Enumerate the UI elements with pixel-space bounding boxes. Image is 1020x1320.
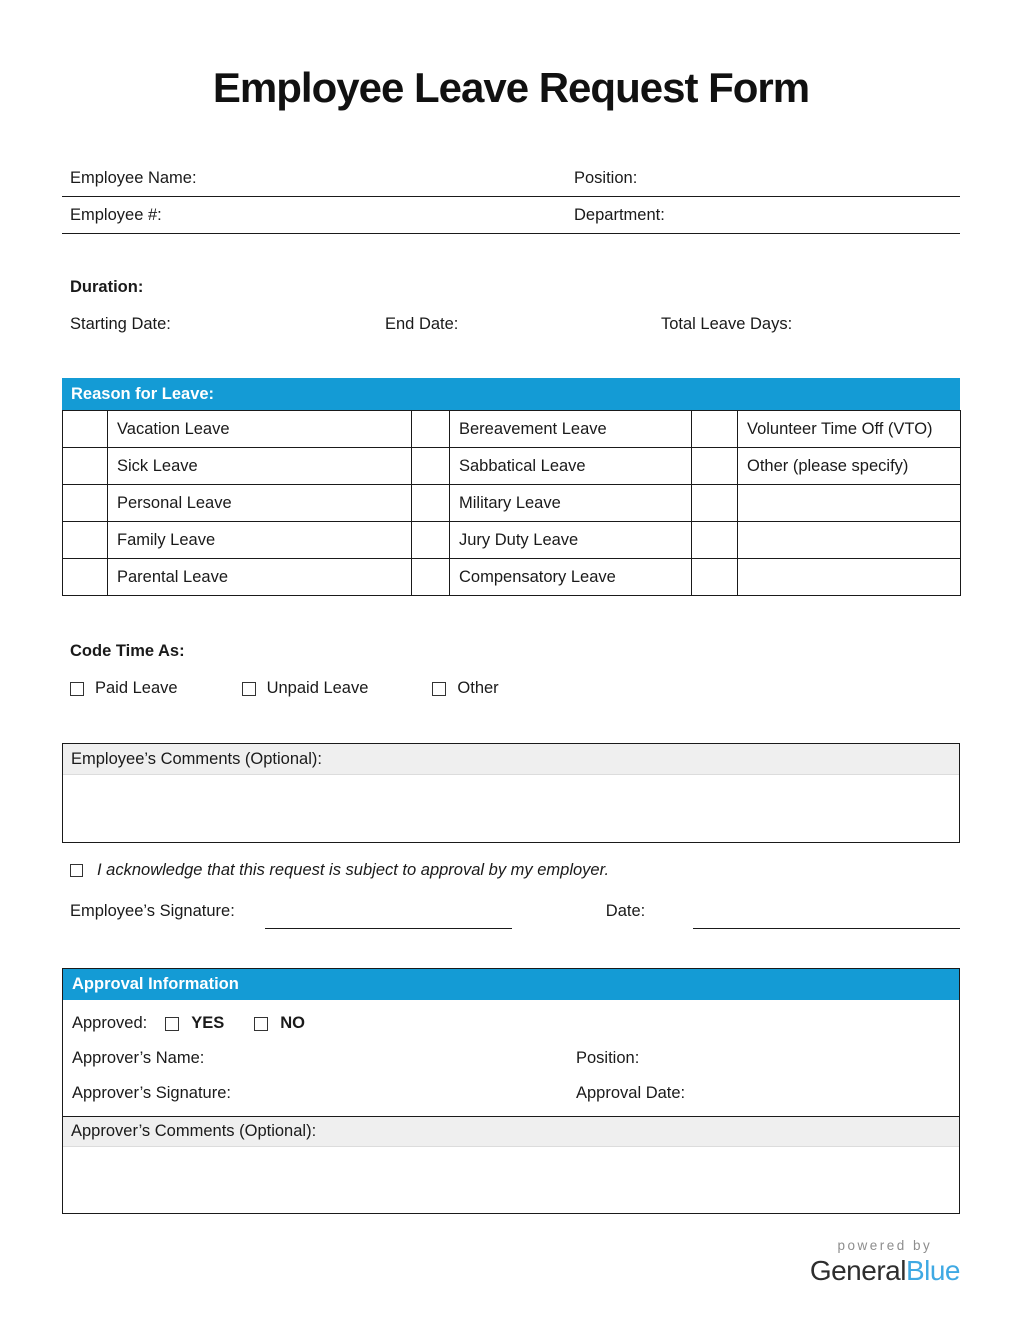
employee-number-department-row[interactable] [62,197,960,234]
checkbox-volunteer-time-off[interactable] [692,411,738,448]
reason-option-label: Other (please specify) [738,448,961,485]
position-label: Position: [574,168,638,187]
checkbox-sabbatical-leave[interactable] [412,448,450,485]
powered-by-text: powered by [837,1238,933,1253]
approver-comments-input-area[interactable] [63,1147,959,1213]
reason-option-label [738,522,961,559]
approver-name-position-row[interactable] [63,1041,959,1076]
no-label: NO [280,1014,305,1032]
reason-option-label: Sabbatical Leave [450,448,692,485]
approval-information-header: Approval Information [63,969,959,1000]
paid-leave-label: Paid Leave [95,679,178,697]
paid-leave-option [70,679,178,698]
employee-name-label: Employee Name: [70,168,197,187]
reason-row [63,559,961,596]
acknowledgement-row [62,861,960,880]
checkbox-bereavement-leave[interactable] [412,411,450,448]
checkbox-empty [692,485,738,522]
department-label: Department: [574,205,665,224]
reason-option-label: Volunteer Time Off (VTO) [738,411,961,448]
brand-block [810,1238,960,1287]
reason-for-leave-table [62,410,961,596]
checkbox-unpaid-leave[interactable] [242,682,256,696]
reason-option-label: Family Leave [108,522,412,559]
unpaid-leave-option [242,679,369,698]
checkbox-empty [692,559,738,596]
reason-row [63,448,961,485]
reason-option-label: Military Leave [450,485,692,522]
employee-comments-header: Employee’s Comments (Optional): [63,744,959,775]
employee-number-label: Employee #: [70,205,162,224]
checkbox-parental-leave[interactable] [63,559,108,596]
checkbox-acknowledgement[interactable] [70,864,83,877]
reason-row [63,485,961,522]
approval-date-label: Approval Date: [576,1084,686,1102]
end-date-label[interactable]: End Date: [385,315,459,333]
checkbox-code-other[interactable] [432,682,446,696]
reason-for-leave-header: Reason for Leave: [62,378,960,410]
duration-fields-row [62,315,960,335]
employee-name-position-row[interactable] [62,160,960,197]
code-time-options-row [62,679,960,698]
reason-option-label: Compensatory Leave [450,559,692,596]
logo-general-text: General [809,1255,906,1286]
approver-signature-date-row[interactable] [63,1076,959,1111]
approver-signature-label: Approver’s Signature: [72,1084,231,1102]
reason-option-label [738,485,961,522]
reason-option-label: Sick Leave [108,448,412,485]
approver-comments-header: Approver’s Comments (Optional): [63,1116,959,1147]
employee-signature-line[interactable] [265,928,512,929]
date-label: Date: [605,902,646,920]
checkbox-other-reason[interactable] [692,448,738,485]
approved-row [63,1006,959,1041]
checkbox-approved-yes[interactable] [165,1017,179,1031]
employee-signature-label: Employee’s Signature: [70,902,235,920]
checkbox-military-leave[interactable] [412,485,450,522]
other-option [432,679,498,698]
reason-option-label: Personal Leave [108,485,412,522]
duration-heading: Duration: [70,278,144,296]
checkbox-empty [692,522,738,559]
approved-label: Approved: [72,1014,148,1032]
checkbox-paid-leave[interactable] [70,682,84,696]
other-label: Other [457,679,499,697]
checkbox-personal-leave[interactable] [63,485,108,522]
checkbox-family-leave[interactable] [63,522,108,559]
checkbox-vacation-leave[interactable] [63,411,108,448]
checkbox-jury-duty-leave[interactable] [412,522,450,559]
approval-information-box [62,968,960,1214]
footer [62,1238,960,1287]
acknowledgement-text: I acknowledge that this request is subject to approval by my employer. [97,861,610,879]
reason-row [63,411,961,448]
employee-comments-box [62,743,960,843]
page-title: Employee Leave Request Form [212,64,810,111]
reason-option-label: Vacation Leave [108,411,412,448]
reason-option-label: Parental Leave [108,559,412,596]
reason-option-label: Jury Duty Leave [450,522,692,559]
general-blue-logo [810,1255,960,1287]
code-time-as-heading: Code Time As: [70,642,185,660]
reason-option-label [738,559,961,596]
checkbox-compensatory-leave[interactable] [412,559,450,596]
employee-info-table [62,160,960,234]
starting-date-label[interactable]: Starting Date: [70,315,171,333]
date-line[interactable] [693,928,960,929]
signature-date-row [62,894,960,930]
checkbox-sick-leave[interactable] [63,448,108,485]
unpaid-leave-label: Unpaid Leave [266,679,369,697]
total-leave-days-label[interactable]: Total Leave Days: [661,315,793,333]
reason-option-label: Bereavement Leave [450,411,692,448]
logo-blue-text: Blue [905,1255,960,1286]
approver-position-label: Position: [576,1049,640,1067]
yes-label: YES [191,1014,225,1032]
approver-name-label: Approver’s Name: [72,1049,205,1067]
employee-comments-input-area[interactable] [63,775,959,842]
checkbox-approved-no[interactable] [254,1017,268,1031]
reason-row [63,522,961,559]
